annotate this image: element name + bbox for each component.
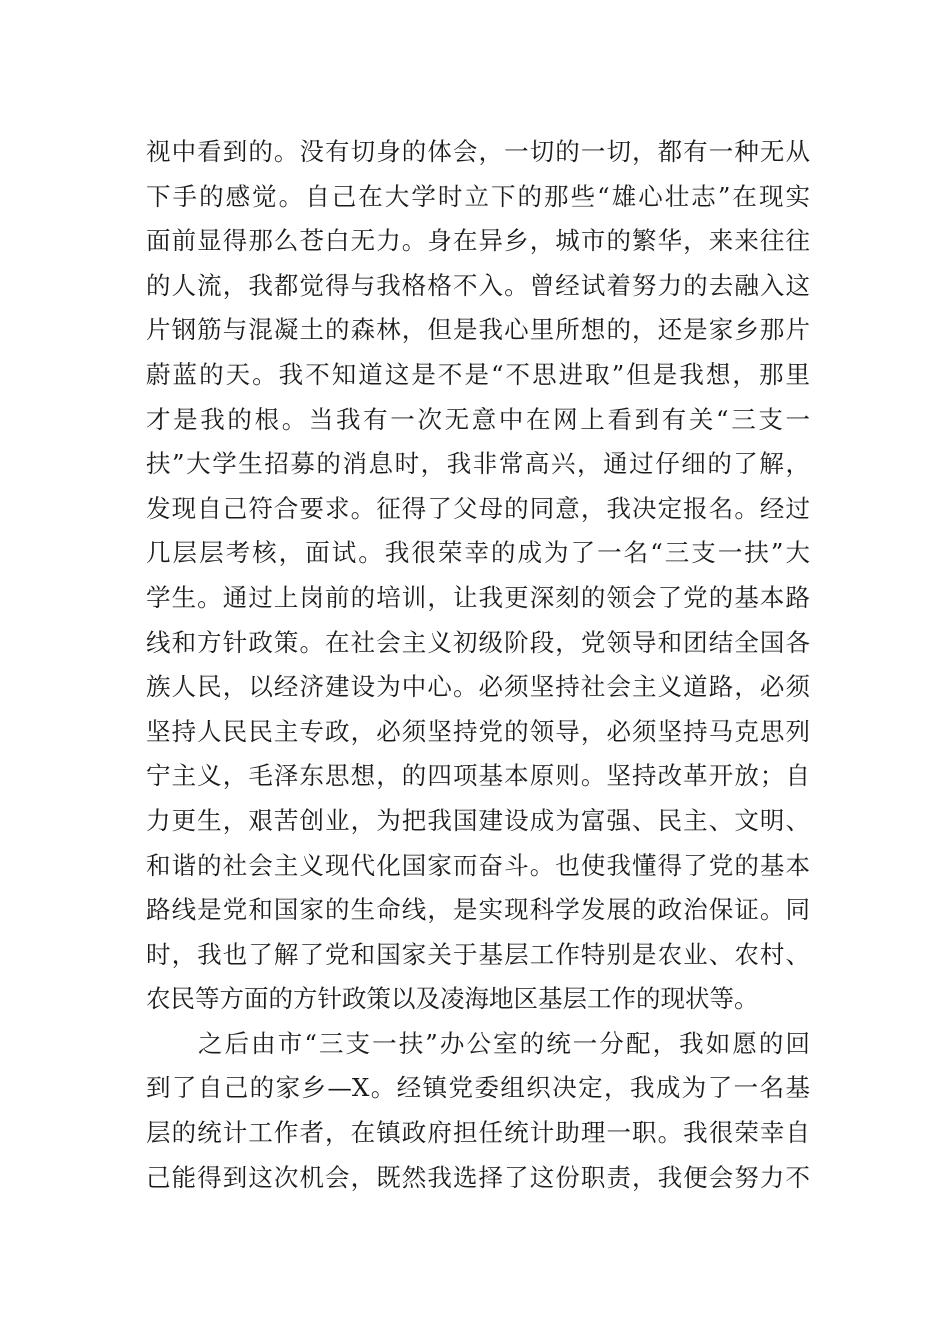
text-line: 学生。通过上岗前的培训，让我更深刻的领会了党的基本路 — [146, 582, 810, 612]
text-line: 路线是党和国家的生命线，是实现科学发展的政治保证。同 — [146, 895, 810, 925]
text-line: 面前显得那么苍白无力。身在异乡，城市的繁华，来来往往 — [146, 226, 810, 256]
text-line: 到了自己的家乡—X。经镇党委组织决定，我成为了一名基 — [146, 1073, 810, 1103]
text-line: 发现自己符合要求。征得了父母的同意，我决定报名。经过 — [146, 493, 810, 523]
body-text — [146, 130, 810, 1200]
text-line: 蔚蓝的天。我不知道这是不是“不思进取”但是我想，那里 — [146, 359, 810, 389]
text-line: 农民等方面的方针政策以及凌海地区基层工作的现状等。 — [146, 984, 759, 1014]
text-line: 和谐的社会主义现代化国家而奋斗。也使我懂得了党的基本 — [146, 850, 810, 880]
paragraph-2 — [146, 1022, 810, 1200]
text-line: 己能得到这次机会，既然我选择了这份职责，我便会努力不 — [146, 1162, 810, 1192]
paragraph-1 — [146, 130, 810, 1022]
text-line: 的人流，我都觉得与我格格不入。曾经试着努力的去融入这 — [146, 270, 810, 300]
text-line: 时，我也了解了党和国家关于基层工作特别是农业、农村、 — [146, 939, 810, 969]
text-line: 视中看到的。没有切身的体会，一切的一切，都有一种无从 — [146, 137, 810, 166]
text-line: 扶”大学生招募的消息时，我非常高兴，通过仔细的了解， — [146, 449, 810, 479]
text-line: 坚持人民民主专政，必须坚持党的领导，必须坚持马克思列 — [146, 716, 810, 746]
text-line: 下手的感觉。自己在大学时立下的那些“雄心壮志”在现实 — [146, 181, 810, 211]
text-line: 宁主义，毛泽东思想，的四项基本原则。坚持改革开放；自 — [146, 761, 810, 791]
text-line: 族人民，以经济建设为中心。必须坚持社会主义道路，必须 — [146, 672, 810, 702]
text-line: 片钢筋与混凝土的森林，但是我心里所想的，还是家乡那片 — [146, 315, 810, 345]
text-line: 几层层考核，面试。我很荣幸的成为了一名“三支一扶”大 — [146, 538, 810, 568]
text-line: 才是我的根。当我有一次无意中在网上看到有关“三支一 — [146, 404, 810, 434]
text-line: 层的统计工作者，在镇政府担任统计助理一职。我很荣幸自 — [146, 1118, 810, 1148]
text-line: 力更生，艰苦创业，为把我国建设成为富强、民主、文明、 — [146, 805, 810, 835]
text-line: 之后由市“三支一扶”办公室的统一分配，我如愿的回 — [198, 1028, 810, 1058]
text-line: 线和方针政策。在社会主义初级阶段，党领导和团结全国各 — [146, 627, 810, 657]
